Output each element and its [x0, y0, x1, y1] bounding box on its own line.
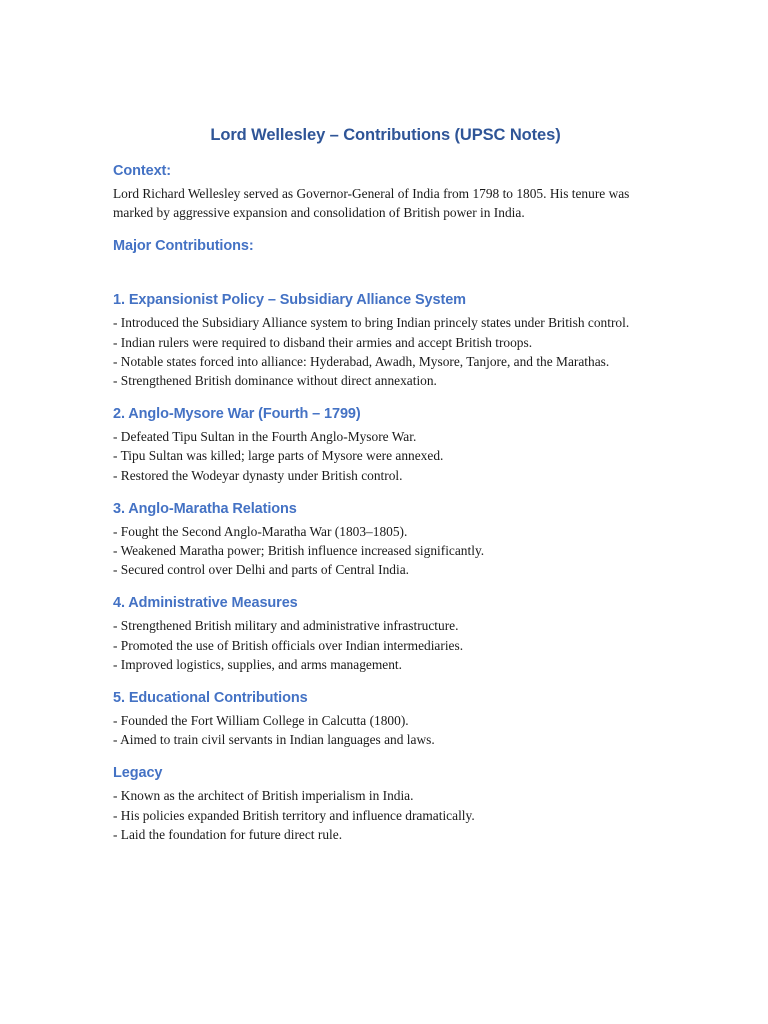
- bullet-line: - Restored the Wodeyar dynasty under British control.: [113, 467, 403, 483]
- bullet-line: - Indian rulers were required to disband their armies and accept British troops.: [113, 334, 533, 350]
- bullet-line: - Strengthened British military and administrative infrastructure.: [113, 618, 459, 634]
- section-heading: 2. Anglo-Mysore War (Fourth – 1799): [113, 406, 361, 423]
- section-heading: Legacy: [113, 765, 163, 782]
- section-anglo-mysore-war: [113, 404, 658, 485]
- section-heading: 3. Anglo-Maratha Relations: [113, 500, 297, 517]
- section-expansionist-policy: [113, 290, 658, 390]
- section-heading: 4. Administrative Measures: [113, 595, 298, 612]
- bullet-line: - Defeated Tipu Sultan in the Fourth Anglo-Mysore War.: [113, 429, 417, 445]
- bullet-line: - Tipu Sultan was killed; large parts of Mysore were annexed.: [113, 448, 444, 464]
- section-legacy: [113, 763, 658, 844]
- bullet-line: - Notable states forced into alliance: Hyderabad, Awadh, Mysore, Tanjore, and the Marathas.: [113, 353, 610, 369]
- page-title: Lord Wellesley – Contributions (UPSC Notes): [210, 126, 561, 144]
- bullet-line: - Promoted the use of British officials over Indian intermediaries.: [113, 637, 464, 653]
- section-heading: 1. Expansionist Policy – Subsidiary Alliance System: [113, 292, 466, 309]
- bullet-line: - Known as the architect of British imperialism in India.: [113, 788, 414, 804]
- bullet-line: - Weakened Maratha power; British influence increased significantly.: [113, 543, 485, 559]
- bullet-line: - Secured control over Delhi and parts of Central India.: [113, 562, 409, 578]
- bullet-line: - His policies expanded British territory and influence dramatically.: [113, 807, 475, 823]
- bullet-line: - Improved logistics, supplies, and arms management.: [113, 656, 402, 672]
- section-educational-contributions: [113, 688, 658, 749]
- bullet-line: - Introduced the Subsidiary Alliance system to bring Indian princely states under British control.: [113, 315, 630, 331]
- bullet-line: - Strengthened British dominance without direct annexation.: [113, 373, 437, 389]
- bullet-line: - Laid the foundation for future direct rule.: [113, 826, 343, 842]
- major-contributions-heading: Major Contributions:: [113, 238, 254, 255]
- bullet-line: - Aimed to train civil servants in Indian languages and laws.: [113, 732, 435, 748]
- document-content: [113, 124, 658, 844]
- context-paragraph: Lord Richard Wellesley served as Governor-General of India from 1798 to 1805. His tenure was marked by aggressive expansion and consolidation of British power in India.: [113, 186, 630, 221]
- context-heading: Context:: [113, 163, 172, 179]
- section-heading: 5. Educational Contributions: [113, 690, 308, 707]
- bullet-line: - Founded the Fort William College in Calcutta (1800).: [113, 713, 409, 729]
- bullet-line: - Fought the Second Anglo-Maratha War (1803–1805).: [113, 523, 408, 539]
- section-anglo-maratha-relations: [113, 499, 658, 580]
- section-administrative-measures: [113, 593, 658, 674]
